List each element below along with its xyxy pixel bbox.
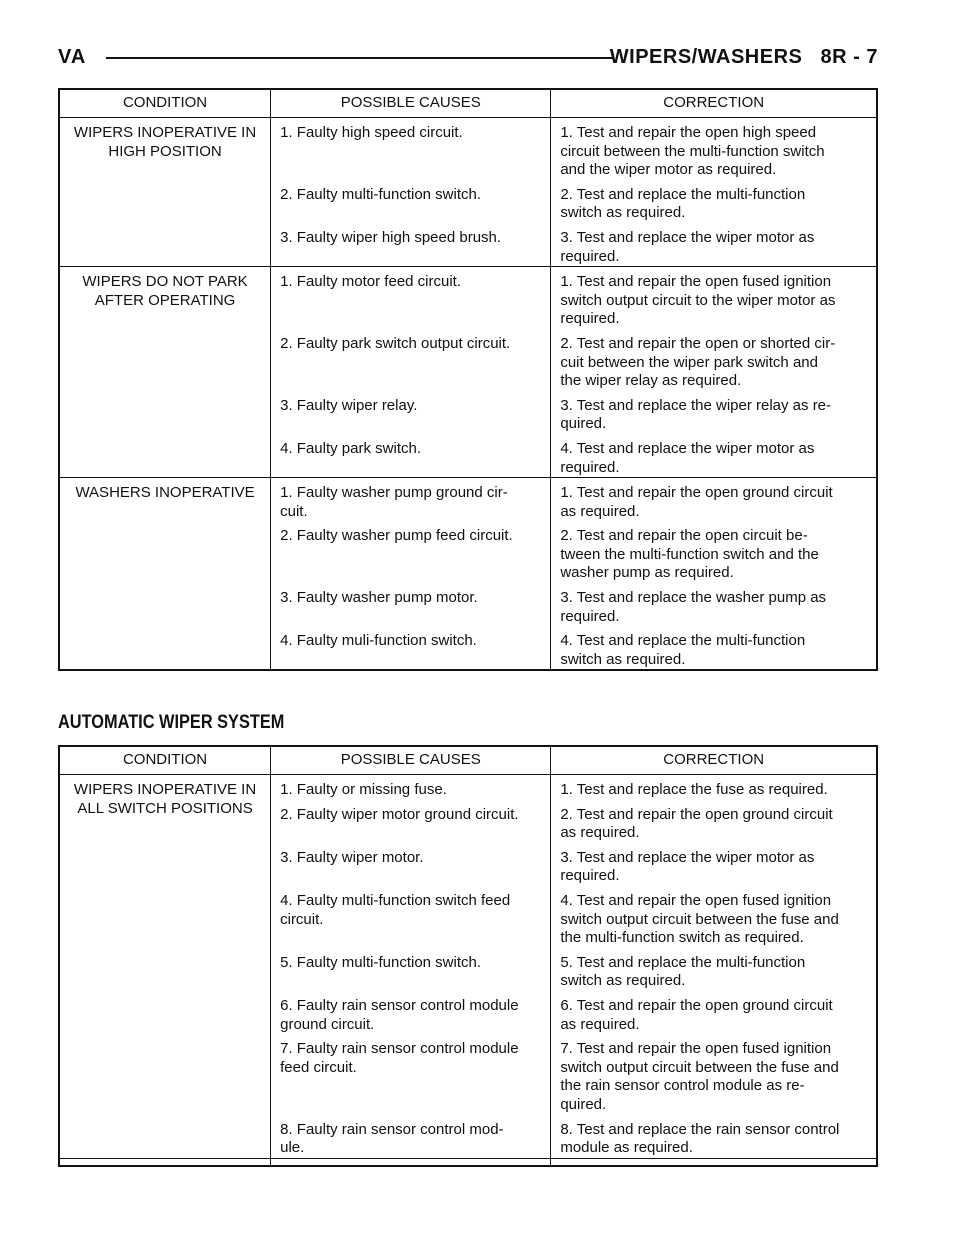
correction-cell <box>551 521 877 583</box>
cause-text: 1. Faulty washer pump ground cir- cuit. <box>280 484 508 520</box>
table-end-cell <box>551 1158 877 1166</box>
cause-cell <box>271 1115 551 1159</box>
page-header <box>58 44 878 72</box>
cause-cell <box>271 626 551 670</box>
correction-text: 2. Test and repair the open circuit be- tween the multi-function switch and the washer pump as required. <box>560 527 819 582</box>
condition-text: WIPERS INOPERATIVE IN HIGH POSITION <box>73 124 257 160</box>
cause-text: 2. Faulty washer pump feed circuit. <box>280 527 513 545</box>
correction-text: 6. Test and repair the open ground circuit as required. <box>560 996 833 1033</box>
vehicle-code: VA <box>58 46 87 68</box>
correction-cell <box>551 775 877 800</box>
cause-text: 1. Faulty motor feed circuit. <box>280 273 462 291</box>
correction-cell <box>551 118 877 180</box>
correction-text: 1. Test and repair the open fused ignition switch output circuit to the wiper motor as required. <box>560 273 836 328</box>
table-row <box>59 775 877 800</box>
table-end-row <box>59 1158 877 1166</box>
correction-cell <box>551 391 877 434</box>
correction-text: 8. Test and replace the rain sensor control module as required. <box>560 1120 840 1157</box>
cause-cell <box>271 478 551 522</box>
cause-cell <box>271 223 551 267</box>
section-title: AUTOMATIC WIPER SYSTEM <box>58 712 285 733</box>
correction-text: 4. Test and replace the multi-function switch as required. <box>560 632 806 668</box>
condition-text: WASHERS INOPERATIVE <box>75 484 255 502</box>
cause-text: 3. Faulty washer pump motor. <box>280 589 478 607</box>
condition-cell <box>59 478 271 671</box>
correction-cell <box>551 434 877 478</box>
condition-text: WIPERS DO NOT PARK AFTER OPERATING <box>82 273 248 309</box>
correction-text: 3. Test and replace the wiper motor as required. <box>560 848 815 885</box>
correction-text: 5. Test and replace the multi-function switch as required. <box>560 953 806 990</box>
correction-cell <box>551 1115 877 1159</box>
cause-text: 3. Faulty wiper motor. <box>280 848 424 866</box>
cause-text: 5. Faulty multi-function switch. <box>280 953 482 971</box>
cause-text: 2. Faulty multi-function switch. <box>280 185 482 203</box>
correction-text: 2. Test and repair the open or shorted cir- cuit between the wiper park switch and the wiper relay as required. <box>560 334 836 390</box>
cause-text: 4. Faulty multi-function switch feed circuit. <box>280 891 511 928</box>
cause-text: 3. Faulty wiper high speed brush. <box>280 228 502 246</box>
column-header-condition: CONDITION <box>59 89 271 118</box>
cause-text: 6. Faulty rain sensor control module ground circuit. <box>280 996 519 1033</box>
correction-text: 4. Test and repair the open fused ignition switch output circuit between the fuse and the multi-function switch as required. <box>560 891 839 947</box>
correction-text: 3. Test and replace the wiper motor as required. <box>560 228 815 265</box>
column-header-correction: CORRECTION <box>551 746 877 775</box>
correction-text: 1. Test and replace the fuse as required. <box>560 781 828 798</box>
condition-cell <box>59 118 271 267</box>
cause-text: 7. Faulty rain sensor control module feed circuit. <box>280 1040 519 1076</box>
cause-cell <box>271 180 551 223</box>
correction-text: 1. Test and repair the open ground circuit as required. <box>560 484 833 520</box>
correction-text: 2. Test and repair the open ground circuit as required. <box>560 805 833 842</box>
table-end-cell <box>59 1158 271 1166</box>
condition-text: WIPERS INOPERATIVE IN ALL SWITCH POSITIONS <box>73 781 257 817</box>
correction-cell <box>551 948 877 991</box>
header-rule <box>106 57 614 59</box>
cause-cell <box>271 843 551 886</box>
column-header-correction: CORRECTION <box>551 89 877 118</box>
correction-cell <box>551 329 877 391</box>
cause-cell <box>271 521 551 583</box>
correction-text: 3. Test and replace the wiper relay as re- quired. <box>560 396 832 433</box>
diagnosis-table-automatic-wiper <box>58 745 878 1167</box>
cause-cell <box>271 583 551 626</box>
correction-cell <box>551 800 877 843</box>
cause-cell <box>271 118 551 180</box>
table-row <box>59 478 877 522</box>
correction-cell <box>551 223 877 267</box>
correction-cell <box>551 583 877 626</box>
correction-text: 1. Test and repair the open high speed circuit between the multi-function switch and the wiper motor as required. <box>560 124 825 179</box>
correction-cell <box>551 626 877 670</box>
diagnosis-table-wipers <box>58 88 878 671</box>
cause-cell <box>271 886 551 948</box>
cause-text: 8. Faulty rain sensor control mod- ule. <box>280 1120 504 1157</box>
cause-text: 1. Faulty or missing fuse. <box>280 781 447 798</box>
correction-cell <box>551 886 877 948</box>
column-header-possible-causes: POSSIBLE CAUSES <box>271 746 551 775</box>
column-header-condition: CONDITION <box>59 746 271 775</box>
cause-cell <box>271 800 551 843</box>
cause-cell <box>271 991 551 1034</box>
cause-text: 3. Faulty wiper relay. <box>280 396 418 414</box>
cause-cell <box>271 434 551 478</box>
cause-text: 4. Faulty park switch. <box>280 439 421 457</box>
cause-cell <box>271 775 551 800</box>
table-body <box>59 118 877 671</box>
table-row <box>59 267 877 329</box>
cause-cell <box>271 948 551 991</box>
cause-cell <box>271 1034 551 1114</box>
cause-cell <box>271 329 551 391</box>
cause-text: 1. Faulty high speed circuit. <box>280 124 463 141</box>
cause-text: 2. Faulty park switch output circuit. <box>280 334 511 352</box>
correction-cell <box>551 180 877 223</box>
table-end-cell <box>271 1158 551 1166</box>
table-body <box>59 775 877 1166</box>
condition-cell <box>59 267 271 478</box>
table-row <box>59 118 877 180</box>
cause-cell <box>271 267 551 329</box>
correction-text: 7. Test and repair the open fused ignition switch output circuit between the fuse and the rain sensor control module as re- quired. <box>560 1040 839 1113</box>
correction-text: 3. Test and replace the washer pump as required. <box>560 589 827 625</box>
correction-cell <box>551 267 877 329</box>
correction-cell <box>551 843 877 886</box>
correction-cell <box>551 991 877 1034</box>
correction-cell <box>551 1034 877 1114</box>
condition-cell <box>59 775 271 1159</box>
section-page-label: WIPERS/WASHERS 8R - 7 <box>609 46 878 68</box>
cause-cell <box>271 391 551 434</box>
correction-cell <box>551 478 877 522</box>
correction-text: 4. Test and replace the wiper motor as required. <box>560 439 815 476</box>
correction-text: 2. Test and replace the multi-function switch as required. <box>560 185 806 222</box>
cause-text: 2. Faulty wiper motor ground circuit. <box>280 805 519 823</box>
column-header-possible-causes: POSSIBLE CAUSES <box>271 89 551 118</box>
cause-text: 4. Faulty muli-function switch. <box>280 632 477 650</box>
